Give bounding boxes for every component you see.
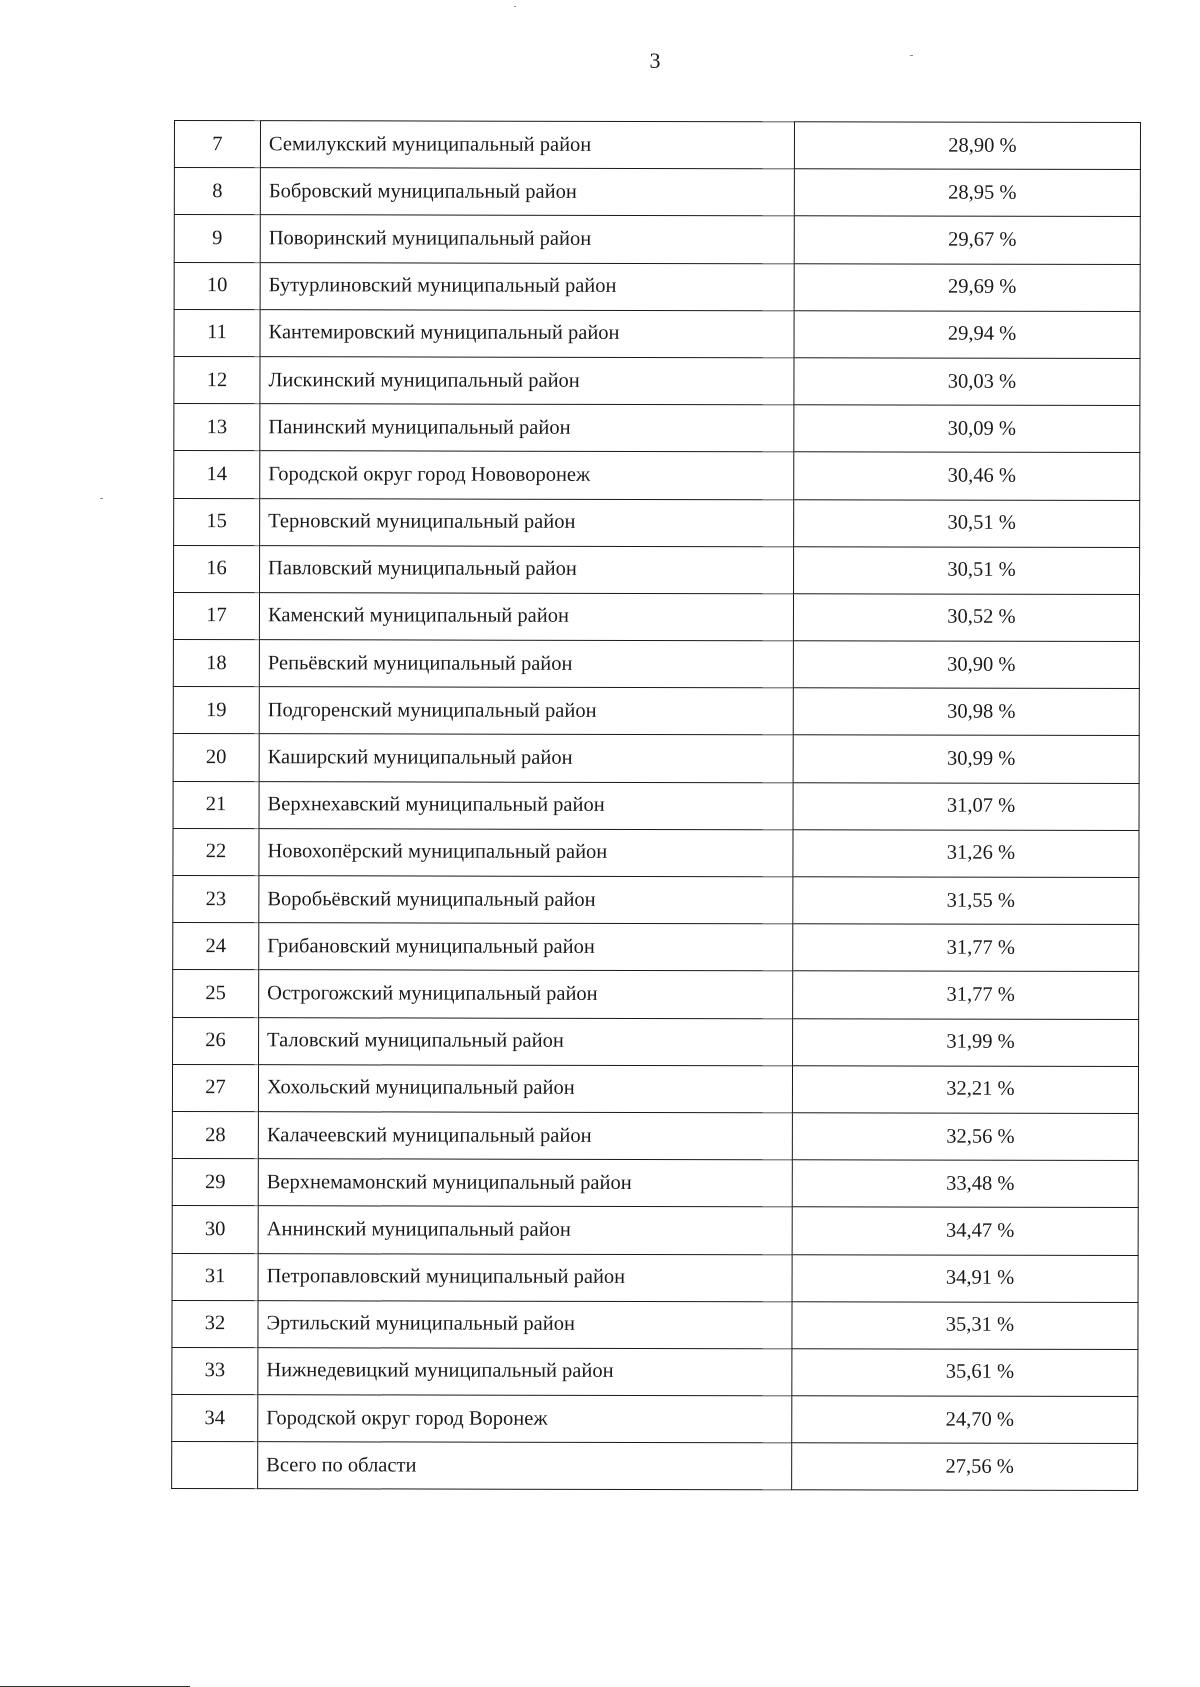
total-label: Всего по области [258, 1442, 792, 1490]
table-row [173, 1017, 1139, 1066]
table-row [174, 356, 1140, 405]
row-number: 8 [174, 168, 260, 215]
district-name: Острогожский муниципальный район [259, 970, 793, 1018]
row-number: 21 [173, 781, 259, 828]
percentage-value: 34,47 % [792, 1207, 1138, 1255]
row-number: 28 [172, 1111, 258, 1158]
percentage-value: 29,94 % [794, 311, 1140, 359]
district-name: Воробьёвский муниципальный район [259, 876, 793, 924]
row-number: 12 [174, 356, 260, 403]
percentage-value: 30,99 % [793, 735, 1139, 783]
district-name: Таловский муниципальный район [259, 1017, 793, 1065]
district-name: Хохольский муниципальный район [258, 1064, 792, 1112]
table-row [172, 1159, 1138, 1208]
row-number: 17 [173, 592, 259, 639]
district-name: Городской округ город Нововоронеж [260, 451, 794, 499]
percentage-value: 35,31 % [792, 1301, 1138, 1349]
percentage-value: 30,90 % [793, 641, 1139, 689]
scan-speck [100, 498, 103, 499]
row-number: 10 [174, 262, 260, 309]
table-row [173, 875, 1139, 924]
district-percentage-table [171, 120, 1141, 1491]
district-name: Поворинский муниципальный район [260, 215, 794, 263]
table-row [174, 309, 1140, 358]
district-name: Павловский муниципальный район [260, 545, 794, 593]
row-number: 20 [173, 734, 259, 781]
percentage-value: 34,91 % [792, 1254, 1138, 1302]
table-row [173, 923, 1139, 972]
row-number: 13 [174, 404, 260, 451]
percentage-value: 24,70 % [792, 1396, 1138, 1444]
row-number: 7 [174, 121, 260, 168]
row-number: 14 [174, 451, 260, 498]
table-row [173, 687, 1139, 736]
scan-speck [514, 6, 516, 7]
row-number: 27 [172, 1064, 258, 1111]
percentage-value: 31,55 % [793, 877, 1139, 925]
row-number: 11 [174, 309, 260, 356]
table-row [174, 498, 1140, 547]
district-name: Семилукский муниципальный район [260, 121, 794, 169]
district-name: Верхнемамонский муниципальный район [258, 1159, 792, 1207]
percentage-value: 32,21 % [792, 1066, 1138, 1114]
district-name: Каширский муниципальный район [259, 734, 793, 782]
table-row [174, 168, 1140, 217]
percentage-value: 31,77 % [793, 924, 1139, 972]
percentage-value: 30,98 % [793, 688, 1139, 736]
district-name: Подгоренский муниципальный район [259, 687, 793, 735]
district-name: Эртильский муниципальный район [258, 1300, 792, 1348]
district-name: Бобровский муниципальный район [260, 168, 794, 216]
row-number: 25 [173, 970, 259, 1017]
percentage-value: 29,67 % [794, 216, 1140, 264]
row-number: 9 [174, 215, 260, 262]
row-number: 30 [172, 1206, 258, 1253]
row-number: 24 [173, 923, 259, 970]
table-row [174, 404, 1140, 453]
total-percentage-value: 27,56 % [792, 1443, 1138, 1491]
district-name: Городской округ город Воронеж [258, 1395, 792, 1443]
district-name: Бутурлиновский муниципальный район [260, 262, 794, 310]
row-number: 18 [173, 640, 259, 687]
page-number: 3 [649, 48, 661, 73]
percentage-value: 28,90 % [794, 122, 1140, 170]
district-name: Каменский муниципальный район [259, 593, 793, 641]
percentage-value: 31,77 % [793, 971, 1139, 1019]
district-name: Верхнехавский муниципальный район [259, 781, 793, 829]
percentage-value: 32,56 % [792, 1113, 1138, 1161]
district-name: Нижнедевицкий муниципальный район [258, 1348, 792, 1396]
district-name: Терновский муниципальный район [260, 498, 794, 546]
table-row [174, 262, 1140, 311]
district-name: Калачеевский муниципальный район [258, 1112, 792, 1160]
table-row [174, 215, 1140, 264]
district-name: Грибановский муниципальный район [259, 923, 793, 971]
percentage-value: 29,69 % [794, 263, 1140, 311]
row-number: 19 [173, 687, 259, 734]
table-row [172, 1395, 1138, 1444]
table-row [172, 1253, 1138, 1302]
district-name: Лискинский муниципальный район [260, 357, 794, 405]
percentage-value: 30,46 % [794, 452, 1140, 500]
table-row [173, 640, 1139, 689]
table-row [173, 781, 1139, 830]
percentage-value: 30,51 % [794, 499, 1140, 547]
percentage-value: 33,48 % [792, 1160, 1138, 1208]
table-row [172, 1300, 1138, 1349]
district-name: Репьёвский муниципальный район [259, 640, 793, 688]
row-number: 29 [172, 1159, 258, 1206]
percentage-value: 28,95 % [794, 169, 1140, 217]
percentage-value: 30,03 % [794, 358, 1140, 406]
table-row [173, 828, 1139, 877]
district-name: Аннинский муниципальный район [258, 1206, 792, 1254]
percentage-value: 35,61 % [792, 1349, 1138, 1397]
row-number: 31 [172, 1253, 258, 1300]
district-name: Кантемировский муниципальный район [260, 309, 794, 357]
table-row [173, 970, 1139, 1019]
row-number: 32 [172, 1300, 258, 1347]
percentage-value: 31,07 % [793, 782, 1139, 830]
district-name: Петропавловский муниципальный район [258, 1253, 792, 1301]
row-number: 33 [172, 1347, 258, 1394]
table-row [173, 734, 1139, 783]
table-row [172, 1111, 1138, 1160]
district-name: Панинский муниципальный район [260, 404, 794, 452]
percentage-value: 31,99 % [793, 1018, 1139, 1066]
table-row [172, 1206, 1138, 1255]
percentage-value: 30,52 % [793, 594, 1139, 642]
row-number: 26 [173, 1017, 259, 1064]
table-row [172, 1064, 1138, 1113]
row-number: 16 [174, 545, 260, 592]
row-number: 34 [172, 1395, 258, 1442]
table-row [173, 592, 1139, 641]
table-row [174, 451, 1140, 500]
district-name: Новохопёрский муниципальный район [259, 828, 793, 876]
total-row [172, 1442, 1138, 1491]
percentage-value: 30,51 % [794, 546, 1140, 594]
table-row [174, 121, 1140, 170]
percentage-value: 30,09 % [794, 405, 1140, 453]
scan-speck [910, 55, 913, 56]
table-row [174, 545, 1140, 594]
table-body [172, 121, 1141, 1491]
percentage-value: 31,26 % [793, 830, 1139, 878]
table-row [172, 1347, 1138, 1396]
row-number: 15 [174, 498, 260, 545]
row-number [172, 1442, 258, 1489]
row-number: 22 [173, 828, 259, 875]
row-number: 23 [173, 875, 259, 922]
